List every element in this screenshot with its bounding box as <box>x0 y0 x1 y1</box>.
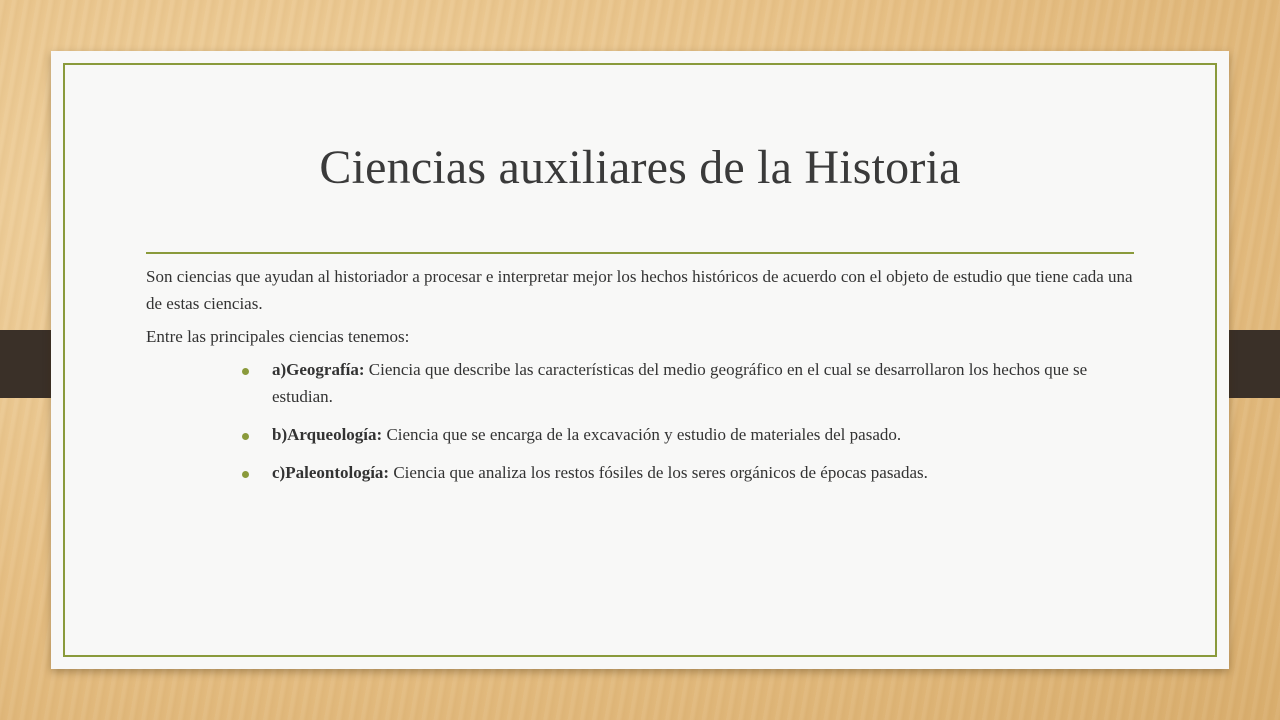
bullet-dot-icon <box>242 433 249 440</box>
list-item-text: Ciencia que analiza los restos fósiles de los seres orgánicos de épocas pasadas. <box>389 463 928 482</box>
list-item <box>272 421 1134 448</box>
science-list <box>146 356 1134 486</box>
list-item-term: a)Geografía: <box>272 360 365 379</box>
bullet-dot-icon <box>242 368 249 375</box>
lead-paragraph: Entre las principales ciencias tenemos: <box>146 327 410 346</box>
list-item-term: c)Paleontología: <box>272 463 390 482</box>
slide-body <box>146 263 1134 497</box>
list-item <box>272 356 1134 410</box>
title-divider <box>146 252 1134 254</box>
intro-paragraph: Son ciencias que ayudan al historiador a procesar e interpretar mejor los hechos históricos de acuerdo con el objeto de estudio que tiene cada una de estas ciencias. <box>146 267 1133 313</box>
list-item-term: b)Arqueología: <box>272 425 383 444</box>
list-item <box>272 459 1134 486</box>
list-item-text: Ciencia que se encarga de la excavación y estudio de materiales del pasado. <box>382 425 902 444</box>
bullet-dot-icon <box>242 471 249 478</box>
slide-title: Ciencias auxiliares de la Historia <box>319 141 961 194</box>
list-item-text: Ciencia que describe las características del medio geográfico en el cual se desarrollaron los hechos que se estudian. <box>272 360 1088 406</box>
